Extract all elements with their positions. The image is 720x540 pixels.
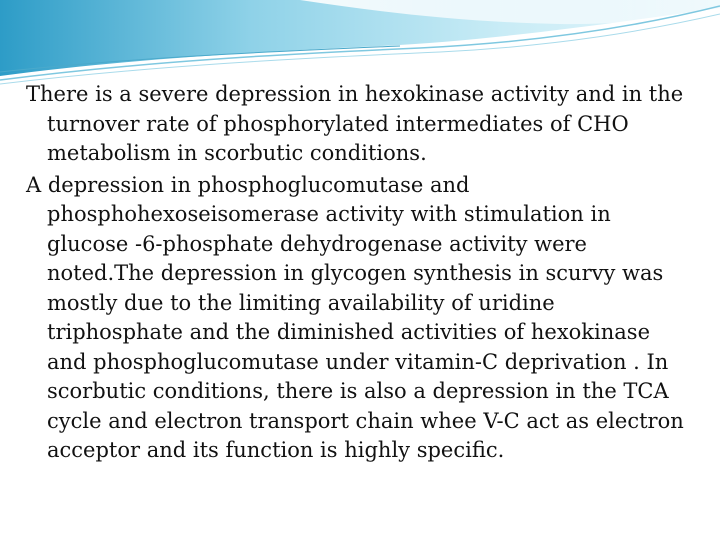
paragraph-1: There is a severe depression in hexokinase activity and in the turnover rate of phosphorylated intermediates of CHO metabolism in scorbutic conditions. [26, 82, 684, 165]
paragraph-2: A depression in phosphoglucomutase and phosphohexoseisomerase activity with stimulation in glucose -6-phosphate dehydrogenase activity were noted.The depression in glycogen synthesis in scurvy was mostly due to the limiting availability of uridine triphosphate and the diminished activities of hexokinase and phosphoglucomutase under vitamin-C deprivation . In scorbutic conditions, there is also a depression in the TCA cycle and electron transport chain whee V-C act as electron acceptor and its function is highly specific. [26, 172, 684, 462]
slide-body [26, 80, 686, 468]
header-wave-decoration [0, 0, 720, 90]
